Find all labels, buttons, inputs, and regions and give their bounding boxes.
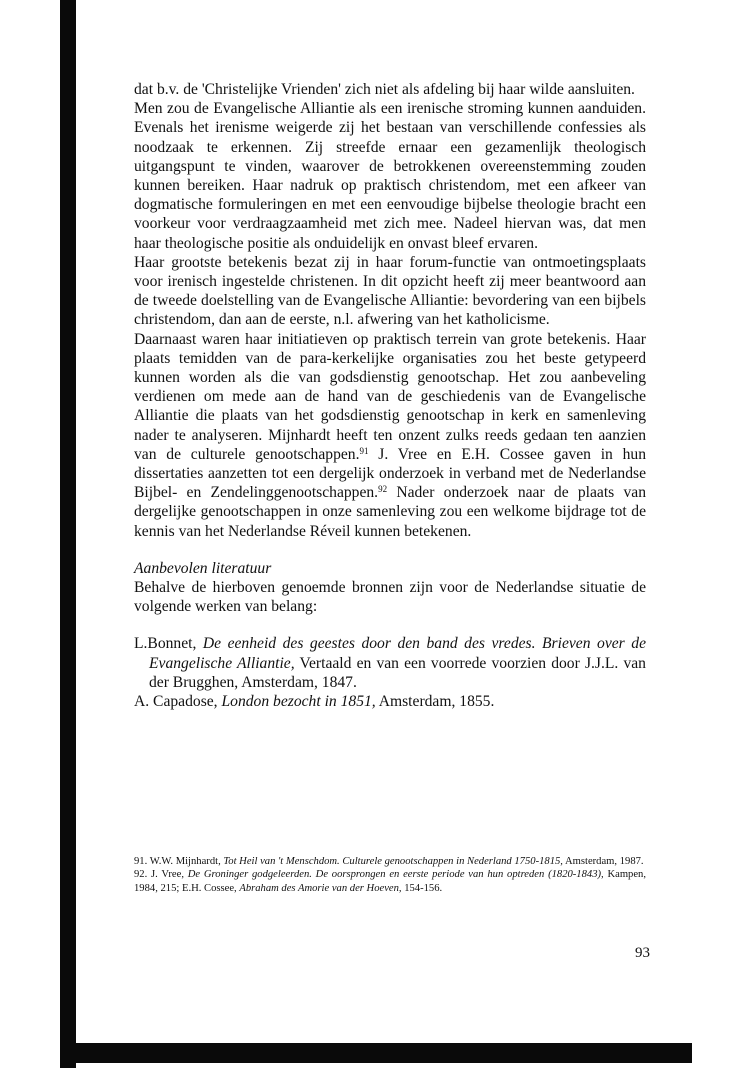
paragraph-4-part-c: Nader onderzoek naar de plaats van dergelijke genootschappen in onze samenleving zou een welkome bijdrage tot de kennis van het Nederlandse Réveil kunnen betekenen. xyxy=(134,484,646,540)
scan-edge-left xyxy=(60,0,76,1068)
reference-author: L.Bonnet, xyxy=(134,635,203,653)
footnote-middle: Kampen, 1984, 215; E.H. Cossee, xyxy=(134,869,646,894)
footnote-title-2: Abraham des Amorie van der Hoeven, xyxy=(239,882,402,894)
reference-title: De eenheid des geestes door den band des vredes. Brieven over de Evangelische Alliantie, xyxy=(149,635,646,672)
paragraph-2: Men zou de Evangelische Alliantie als een irenische stroming kunnen aanduiden. Evenals het irenisme weigerde zij het bestaan van verschillende confessies als noodzaak te erkennen. Zij streefde ernaar een gezamenlijk theologisch uitgangspunt te vinden, waarover de betrokkenen overeenstemming zouden kunnen bereiken. Haar nadruk op praktisch christendom, met een afkeer van dogmatische formuleringen en met een eenvoudige bijbelse theologie bracht een voorkeur voor verdraagzaamheid met zich mee. Nadeel hiervan was, dat men haar theologische positie als onduidelijk en onvast bleef ervaren. xyxy=(134,100,646,252)
section-heading: Aanbevolen literatuur xyxy=(134,559,272,577)
footnote-ref-91[interactable]: 91 xyxy=(359,445,369,456)
reference-publication: Amsterdam, 1855. xyxy=(375,693,495,711)
footnote-ref-92[interactable]: 92 xyxy=(378,484,388,495)
spacer xyxy=(134,616,646,634)
footnote-rest: Amsterdam, 1987. xyxy=(562,856,644,867)
scan-edge-bottom xyxy=(60,1043,692,1063)
footnote-91 xyxy=(134,855,646,868)
paragraph-4-part-b: J. Vree en E.H. Cossee gaven in hun dissertaties aanzetten tot een dergelijk onderzoek in verband met de Nederlandse Bijbel- en Zendelinggenootschappen. xyxy=(134,445,646,502)
reference-author: A. Capadose, xyxy=(134,693,222,711)
paragraph-4-part-a: Daarnaast waren haar initiatieven op praktisch terrein van grote betekenis. Haar plaats temidden van de para-kerkelijke organisaties zou het beste getypeerd kunnen worden als die van godsdienstig genootschap. Het zou aanbeveling verdienen om mede aan de hand van de geschiedenis van de Evangelische Alliantie die plaats van het godsdienstig genootschap in kerk en samenleving nader te analyseren. Mijnhardt heeft ten onzent zulks reeds gedaan ten aanzien van de culturele genootschappen. xyxy=(134,330,646,463)
footnote-rest: 154-156. xyxy=(401,882,443,894)
main-text xyxy=(134,80,646,711)
paragraph-1: dat b.v. de 'Christelijke Vrienden' zich niet als afdeling bij haar wilde aansluiten. xyxy=(134,81,635,98)
reference-item xyxy=(134,692,646,711)
paragraph-4 xyxy=(134,330,646,541)
footnote-lead: 92. J. Vree, xyxy=(134,869,188,881)
reference-item xyxy=(134,634,646,692)
paragraph-3: Haar grootste betekenis bezat zij in haar forum-functie van ontmoetingsplaats voor irenisch ingestelde christenen. In dit opzicht heeft zij meer beantwoord aan de tweede doelstelling van de Evangelische Alliantie: bevordering van een bijbels christendom, dan aan de eerste, n.l. afwering van het katholicisme. xyxy=(134,253,646,329)
footnotes xyxy=(134,855,646,895)
reference-publication: Vertaald en van een voorrede voorzien door J.J.L. van der Brugghen, Amsterdam, 1847. xyxy=(149,654,646,691)
page-number: 93 xyxy=(635,945,650,961)
footnote-lead: 91. W.W. Mijnhardt, xyxy=(134,856,224,867)
spacer xyxy=(134,541,646,559)
section-intro: Behalve de hierboven genoemde bronnen zijn voor de Nederlandse situatie de volgende werken van belang: xyxy=(134,579,646,616)
footnote-92 xyxy=(134,868,646,895)
reference-title: London bezocht in 1851, xyxy=(221,693,376,711)
footnote-title: Tot Heil van 't Menschdom. Culturele genootschappen in Nederland 1750-1815, xyxy=(223,856,563,867)
footnote-title: De Groninger godgeleerden. De oorsprongen en eerste periode van hun optreden (1820-1843), xyxy=(187,869,604,881)
